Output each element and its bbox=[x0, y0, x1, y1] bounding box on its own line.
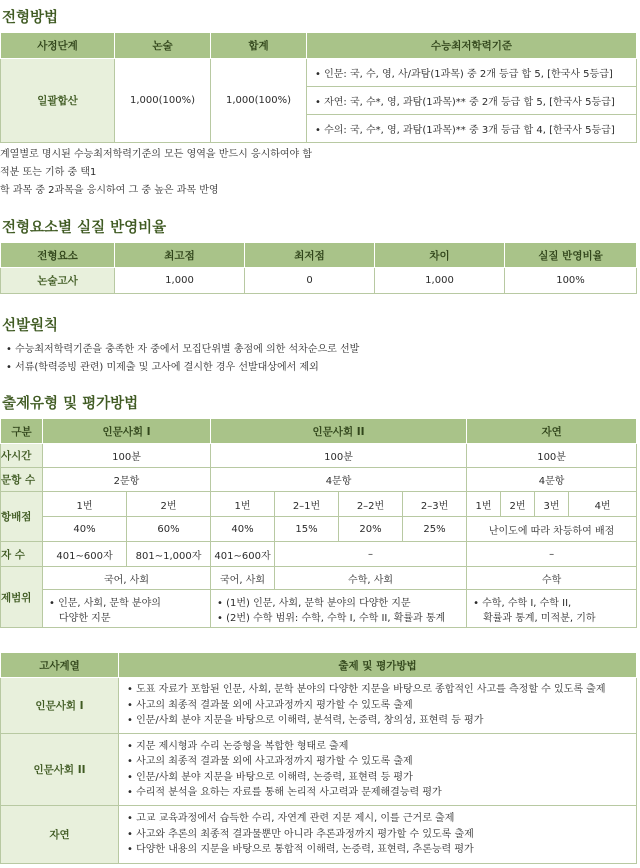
scope-g3 bbox=[467, 590, 637, 628]
len-g1-1: 401∼600자 bbox=[43, 542, 127, 567]
th-essay: 논술 bbox=[115, 33, 211, 59]
eval-cell-3 bbox=[119, 806, 637, 864]
th-diff: 차이 bbox=[375, 243, 505, 268]
principle-1: • 수능최저학력기준을 충족한 자 중에서 모집단위별 총점에 의한 석차순으로 선발 bbox=[6, 344, 360, 355]
row-label-scope: 제범위 bbox=[1, 567, 43, 628]
time-g3: 100분 bbox=[467, 444, 637, 468]
row-label-count: 문항 수 bbox=[1, 468, 43, 492]
th-category: 구분 bbox=[1, 419, 43, 444]
row-label-points: 항배점 bbox=[1, 492, 43, 542]
q-g3-4: 4번 bbox=[569, 492, 637, 517]
len-g1-2: 801∼1,000자 bbox=[127, 542, 211, 567]
section-title-type: 출제유형 및 평가방법 bbox=[2, 396, 139, 412]
type-table bbox=[0, 418, 637, 628]
eval-label-1: 인문사회 I bbox=[1, 678, 119, 734]
scope-g1-line1: • 인문, 사회, 문학 분야의 bbox=[49, 597, 161, 609]
criteria-vet: • 수의: 국, 수*, 영, 과탐(1과목)** 중 3개 등급 합 4, [한국사 5등급] bbox=[307, 115, 637, 143]
stage-cell: 일괄합산 bbox=[1, 59, 115, 143]
th-element: 전형요소 bbox=[1, 243, 115, 268]
eval-2-item-2: • 사고의 최종적 결과물 외에 사고과정까지 평가할 수 있도록 출제 bbox=[127, 756, 413, 767]
row-label-length: 자 수 bbox=[1, 542, 43, 567]
count-g1: 2문항 bbox=[43, 468, 211, 492]
subj-g3: 수학 bbox=[467, 567, 637, 590]
p-g2-3: 20% bbox=[339, 517, 403, 542]
th-series: 고사계열 bbox=[1, 653, 119, 678]
scope-g2 bbox=[211, 590, 467, 628]
len-g2-1: 401∼600자 bbox=[211, 542, 275, 567]
scope-g1-line2: 다양한 지문 bbox=[59, 612, 111, 624]
ratio-label: 논술고사 bbox=[1, 268, 115, 294]
eval-cell-1 bbox=[119, 678, 637, 734]
q-g3-1: 1번 bbox=[467, 492, 501, 517]
q-g3-3: 3번 bbox=[535, 492, 569, 517]
scope-g1 bbox=[43, 590, 211, 628]
th-ratio: 실질 반영비율 bbox=[505, 243, 637, 268]
eval-label-2: 인문사회 II bbox=[1, 734, 119, 806]
q-g1-1: 1번 bbox=[43, 492, 127, 517]
p-g2-2: 15% bbox=[275, 517, 339, 542]
th-group-2: 인문사회 II bbox=[211, 419, 467, 444]
th-criteria: 수능최저학력기준 bbox=[307, 33, 637, 59]
row-label-time: 사시간 bbox=[1, 444, 43, 468]
time-g1: 100분 bbox=[43, 444, 211, 468]
scope-g2-line1: • (1번) 인문, 사회, 문학 분야의 다양한 지문 bbox=[217, 597, 411, 609]
scope-g2-line2: • (2번) 수학 범위: 수학, 수학 I, 수학 II, 확률과 통계 bbox=[217, 612, 446, 624]
eval-2-item-3: • 인문/사회 분야 지문을 바탕으로 이해력, 논증력, 표현력 등 평가 bbox=[127, 771, 413, 783]
q-g2-2: 2–1번 bbox=[275, 492, 339, 517]
count-g3: 4문항 bbox=[467, 468, 637, 492]
ratio-value: 100% bbox=[505, 268, 637, 294]
ratio-min: 0 bbox=[245, 268, 375, 294]
len-g3: – bbox=[467, 542, 637, 567]
eval-1-item-1: • 도표 자료가 포함된 인문, 사회, 문학 분야의 다양한 지문을 바탕으로 종합적인 사고를 측정할 수 있도록 출제 bbox=[127, 684, 606, 696]
eval-cell-2 bbox=[119, 734, 637, 806]
q-g2-3: 2–2번 bbox=[339, 492, 403, 517]
eval-1-item-3: • 인문/사회 분야 지문을 바탕으로 이해력, 분석력, 논증력, 창의성, 표현력 등 평가 bbox=[127, 715, 484, 727]
criteria-humanities: • 인문: 국, 수, 영, 사/과탐(1과목) 중 2개 등급 합 5, [한국사 5등급] bbox=[307, 59, 637, 87]
principle-2: • 서류(학력증빙 관련) 미제출 및 고사에 결시한 경우 선발대상에서 제외 bbox=[6, 362, 319, 373]
th-group-3: 자연 bbox=[467, 419, 637, 444]
th-eval: 출제 및 평가방법 bbox=[119, 653, 637, 678]
th-max: 최고점 bbox=[115, 243, 245, 268]
eval-3-item-1: • 고교 교육과정에서 습득한 수리, 자연계 관련 지문 제시, 이를 근거로 출제 bbox=[127, 813, 455, 825]
p-g1-1: 40% bbox=[43, 517, 127, 542]
scope-g3-line1: • 수학, 수학 I, 수학 II, bbox=[473, 597, 572, 609]
subj-g2a: 국어, 사회 bbox=[211, 567, 275, 590]
ratio-max: 1,000 bbox=[115, 268, 245, 294]
note-2: 적분 또는 기하 중 택1 bbox=[0, 167, 97, 178]
eval-2-item-1: • 지문 제시형과 수리 논증형을 복합한 형태로 출제 bbox=[127, 740, 349, 752]
subj-g1: 국어, 사회 bbox=[43, 567, 211, 590]
eval-label-3: 자연 bbox=[1, 806, 119, 864]
eval-2-item-4: • 수리적 분석을 요하는 자료를 통해 논리적 사고력과 문제해결능력 평가 bbox=[127, 787, 442, 798]
ratio-diff: 1,000 bbox=[375, 268, 505, 294]
scope-g3-line2: 확률과 통계, 미적분, 기하 bbox=[483, 612, 596, 624]
evaluation-table bbox=[0, 652, 637, 864]
note-3: 학 과목 중 2과목을 응시하여 그 중 높은 과목 반영 bbox=[0, 185, 219, 196]
p-g2-4: 25% bbox=[403, 517, 467, 542]
th-min: 최저점 bbox=[245, 243, 375, 268]
p-g1-2: 60% bbox=[127, 517, 211, 542]
method-table bbox=[0, 32, 637, 143]
eval-3-item-2: • 사고와 추론의 최종적 결과물뿐만 아니라 추론과정까지 평가할 수 있도록 출제 bbox=[127, 828, 474, 840]
q-g3-2: 2번 bbox=[501, 492, 535, 517]
note-1: 계열별로 명시된 수능최저학력기준의 모든 영역을 반드시 응시하여야 함 bbox=[0, 149, 313, 160]
th-group-1: 인문사회 I bbox=[43, 419, 211, 444]
th-stage: 사정단계 bbox=[1, 33, 115, 59]
count-g2: 4문항 bbox=[211, 468, 467, 492]
section-title-method: 전형방법 bbox=[2, 10, 59, 26]
len-g2-2: – bbox=[275, 542, 467, 567]
subj-g2b: 수학, 사회 bbox=[275, 567, 467, 590]
p-g3: 난이도에 따라 차등하여 배점 bbox=[467, 517, 637, 542]
essay-cell: 1,000(100%) bbox=[115, 59, 211, 143]
section-title-ratio: 전형요소별 실질 반영비율 bbox=[2, 220, 167, 236]
section-title-principle: 선발원칙 bbox=[2, 318, 59, 334]
th-total: 합계 bbox=[211, 33, 307, 59]
q-g1-2: 2번 bbox=[127, 492, 211, 517]
p-g2-1: 40% bbox=[211, 517, 275, 542]
criteria-natural: • 자연: 국, 수*, 영, 과탐(1과목)** 중 2개 등급 합 5, [한국사 5등급] bbox=[307, 87, 637, 115]
eval-3-item-3: • 다양한 내용의 지문을 바탕으로 통합적 이해력, 논증력, 표현력, 추론능력 평가 bbox=[127, 844, 474, 856]
eval-1-item-2: • 사고의 최종적 결과물 외에 사고과정까지 평가할 수 있도록 출제 bbox=[127, 699, 413, 711]
total-cell: 1,000(100%) bbox=[211, 59, 307, 143]
ratio-table bbox=[0, 242, 637, 294]
time-g2: 100분 bbox=[211, 444, 467, 468]
q-g2-4: 2–3번 bbox=[403, 492, 467, 517]
q-g2-1: 1번 bbox=[211, 492, 275, 517]
